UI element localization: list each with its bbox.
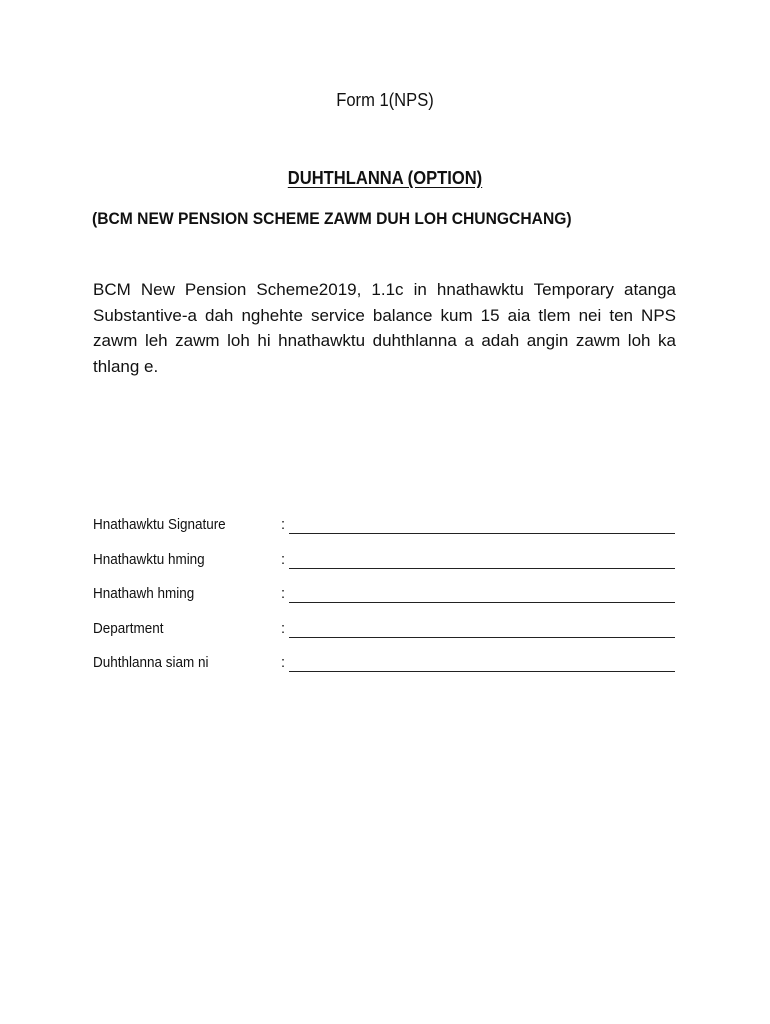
field-colon: : [281,620,286,637]
form-id: Form 1(NPS) [336,90,434,110]
field-label: Duhthlanna siam ni [93,655,209,671]
document-subtitle: (BCM NEW PENSION SCHEME ZAWM DUH LOH CHUNGCHANG) [92,209,572,228]
field-label: Department [93,620,164,637]
field-label: Hnathawktu hming [93,551,205,568]
field-row-department [93,621,683,656]
field-label: Hnathawh hming [93,586,195,602]
signature-fields [93,517,683,690]
field-row-date [93,655,683,690]
field-row-designation [93,586,683,621]
document-title: DUHTHLANNA (OPTION) [287,168,483,188]
field-row-signature [93,517,683,552]
blank-line [289,568,675,569]
field-colon: : [281,551,286,568]
field-colon: : [281,655,286,671]
declaration-paragraph: BCM New Pension Scheme2019, 1.1c in hnathawktu Temporary atanga Substantive-a dah nghehte service balance kum 15 aia tlem nei ten NPS zawm leh zawm loh hi hnathawktu duhthlanna a adah angin zawm loh ka thlang e. [93,280,676,376]
blank-line [289,637,675,638]
field-row-name [93,552,683,587]
blank-line [289,533,675,534]
field-label: Hnathawktu Signature [93,517,226,533]
field-colon: : [281,517,286,533]
field-colon: : [281,586,286,602]
blank-line [289,671,675,672]
blank-line [289,602,675,603]
